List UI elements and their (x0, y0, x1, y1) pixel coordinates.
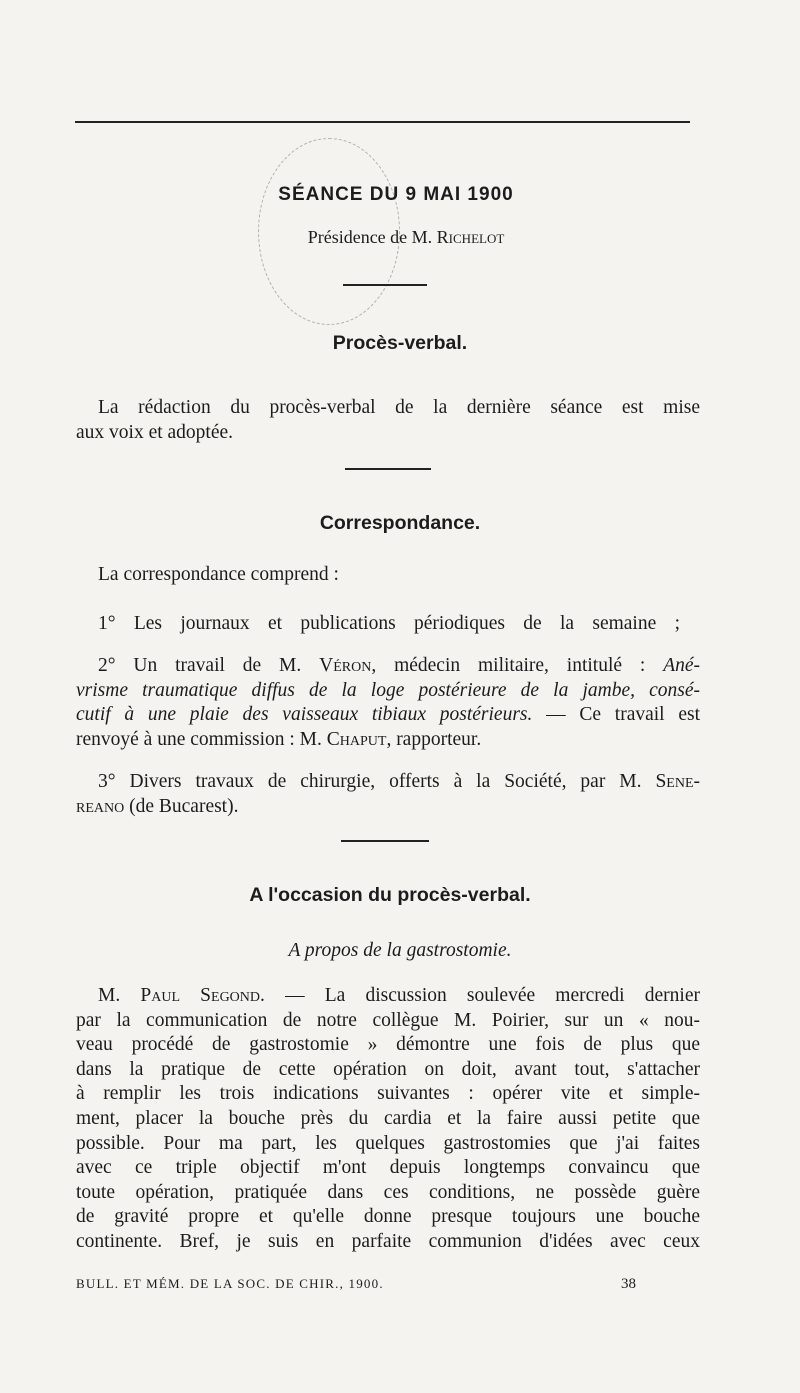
text-fragment: , médecin militaire, intitulé : (371, 655, 664, 676)
text-line (76, 679, 700, 704)
text-line (76, 654, 700, 679)
text-line: ment, placer la bouche près du cardia et la faire aussi petite que (76, 1107, 700, 1129)
proces-verbal-text (76, 396, 700, 445)
text-fragment: 2° Un travail de M. (98, 655, 320, 676)
work-title: cutif à une plaie des vaisseaux tibiaux postérieurs. (76, 704, 533, 726)
text-fragment: . — La discussion soulevée mercredi dernier (260, 985, 700, 1006)
session-title: SÉANCE DU 9 MAI 1900 (278, 184, 514, 205)
text-line: veau procédé de gastrostomie » démontre une fois de plus que (76, 1034, 700, 1056)
presidence-line (6, 227, 800, 248)
text-fragment: renvoyé à une commission : M. (76, 728, 327, 750)
correspondance-item-2 (76, 654, 700, 752)
text-line (76, 728, 700, 753)
text-fragment: 3° Divers travaux de chirurgie, offerts à la Société, par M. (98, 771, 656, 792)
president-name: Richelot (436, 227, 505, 247)
author-name: Sene- (655, 771, 700, 792)
text-fragment: M. (98, 985, 141, 1006)
text-line (76, 984, 700, 1009)
correspondance-item-1 (98, 612, 680, 637)
work-title: vrisme traumatique diffus de la loge postérieure de la jambe, consé- (76, 679, 700, 701)
divider (343, 284, 427, 286)
occasion-subtitle: A propos de la gastrostomie. (288, 940, 512, 961)
divider (341, 840, 429, 842)
author-name: reano (76, 795, 125, 817)
author-name: Véron (319, 655, 372, 676)
text-line: à remplir les trois indications suivantes : opérer vite et simple- (76, 1083, 700, 1105)
text-line: de gravité propre et qu'elle donne presque toujours une bouche (76, 1206, 700, 1228)
running-footer: BULL. ET MÉM. DE LA SOC. DE CHIR., 1900. (76, 1276, 384, 1291)
text-line: 1° Les journaux et publications périodiques de la semaine ; (98, 613, 680, 634)
work-title: Ané- (663, 655, 700, 676)
text-line (76, 703, 700, 728)
text-line: par la communication de notre collègue M. Poirier, sur un « nou- (76, 1009, 700, 1031)
segond-text (76, 984, 700, 1255)
presidence-prefix: Présidence de M. (307, 227, 437, 247)
text-line: possible. Pour ma part, les quelques gastrostomies que j'ai faites (76, 1132, 700, 1154)
text-line (76, 795, 700, 820)
page-number: 38 (621, 1276, 636, 1292)
text-fragment: (de Bucarest). (124, 795, 239, 817)
text-line: dans la pratique de cette opération on doit, avant tout, s'attacher (76, 1058, 700, 1080)
text-line (76, 770, 700, 795)
correspondance-intro (98, 563, 698, 588)
top-rule (75, 121, 690, 123)
speaker-name: Paul Segond (140, 985, 261, 1006)
rapporteur-name: Chaput (326, 728, 387, 750)
correspondance-title: Correspondance. (319, 512, 481, 534)
text-fragment: — Ce travail est (532, 704, 700, 726)
occasion-title: A l'occasion du procès-verbal. (249, 884, 531, 906)
divider (345, 468, 431, 470)
proces-verbal-title: Procès-verbal. (332, 332, 468, 354)
text-line: La rédaction du procès-verbal de la dernière séance est mise (98, 397, 700, 418)
text-line: toute opération, pratiquée dans ces conditions, ne possède guère (76, 1181, 700, 1203)
page-footer (76, 1276, 700, 1292)
correspondance-item-3 (76, 770, 700, 819)
text-fragment: , rapporteur. (386, 728, 482, 750)
text-line: La correspondance comprend : (98, 564, 339, 585)
text-line: avec ce triple objectif m'ont depuis longtemps convaincu que (76, 1157, 700, 1179)
text-line: aux voix et adoptée. (76, 421, 234, 443)
text-line: continente. Bref, je suis en parfaite communion d'idées avec ceux (76, 1230, 700, 1252)
